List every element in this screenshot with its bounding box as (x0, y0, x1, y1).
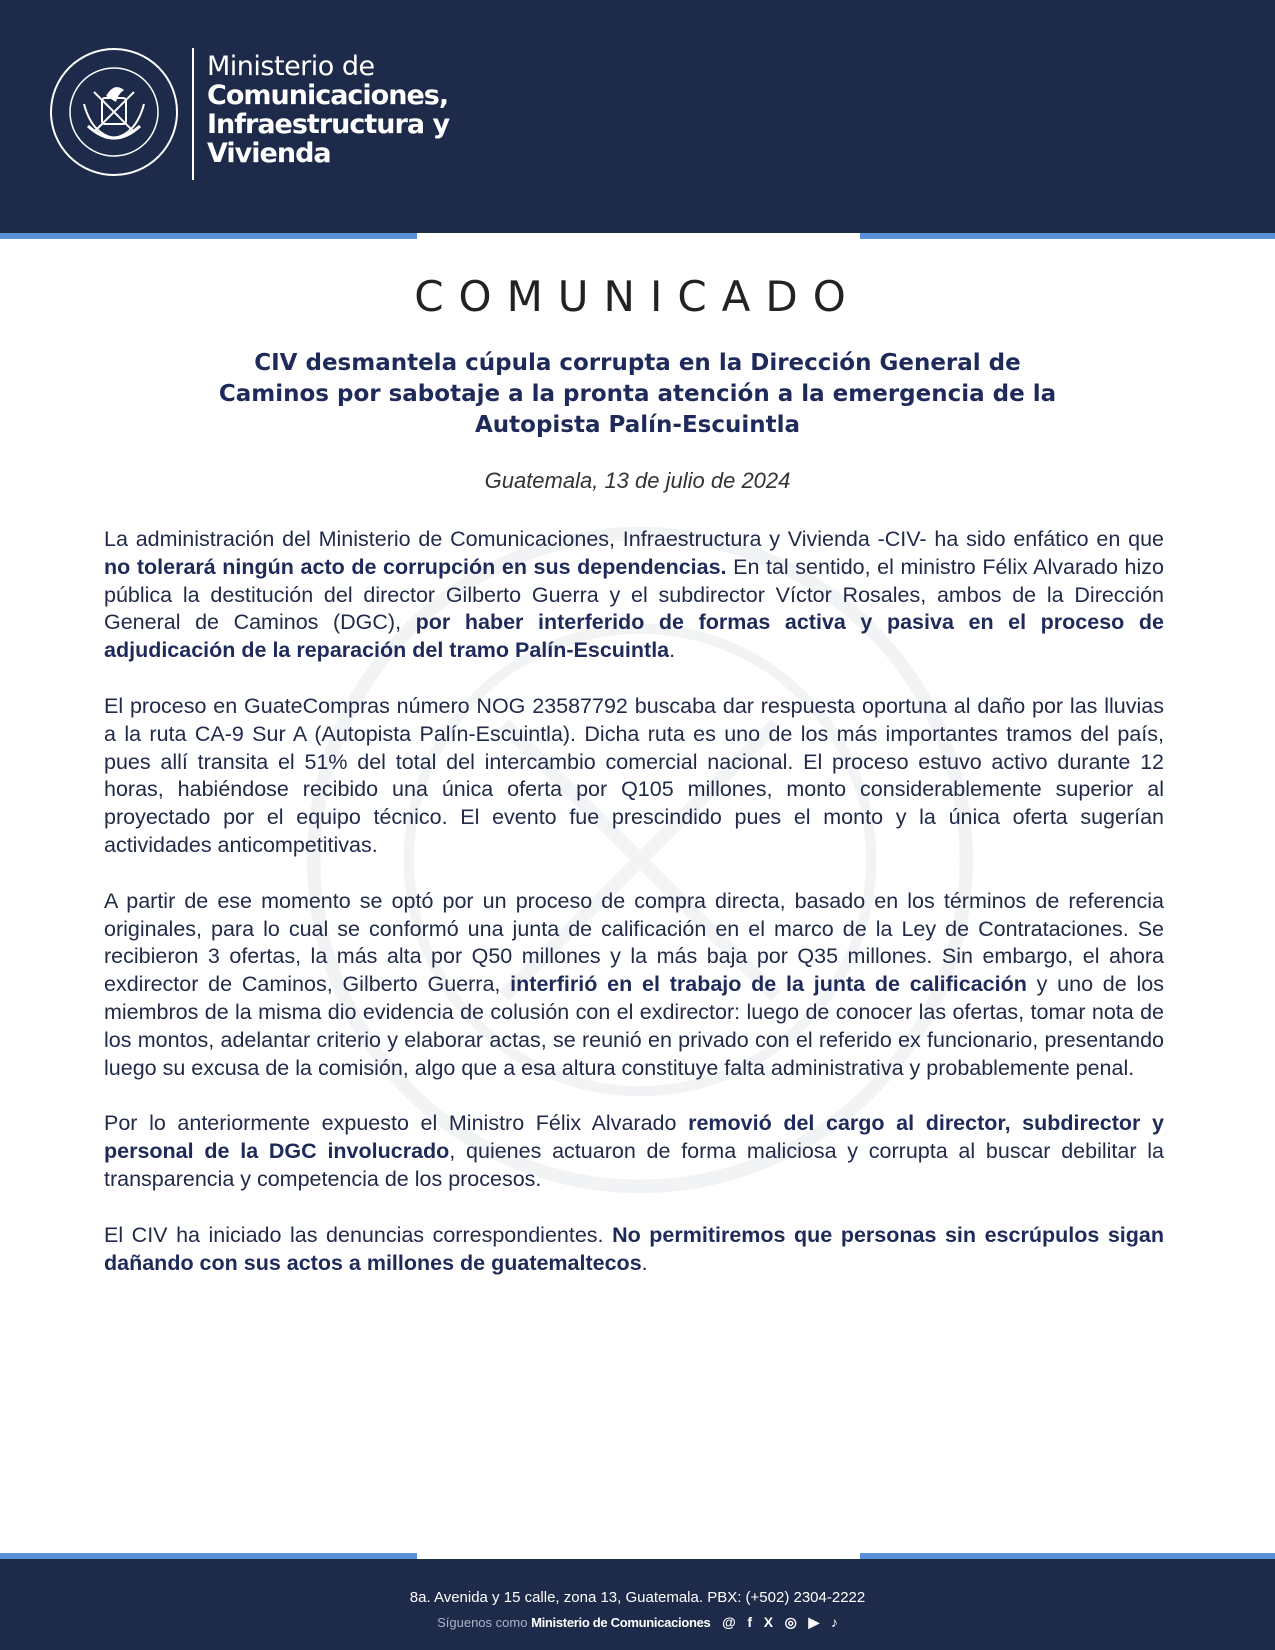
instagram-icon[interactable]: ◎ (784, 1614, 797, 1630)
bold-run: removió del cargo al director, subdirector y personal de la DGC involucrado (104, 1111, 1164, 1164)
dateline: Guatemala, 13 de julio de 2024 (484, 468, 791, 493)
guatemala-seal-icon (48, 46, 180, 178)
text-run: y uno de los miembros de la misma dio evidencia de colusión con el exdirector: luego de conocer las ofertas, tomar nota de los montos, adelantar criterio y elaborar actas, se reunió en privado con el referido ex funcionario, presentando luego su excusa de la comisión, algo que a esa altura constituye falta administrativa y probablemente penal. (104, 972, 1164, 1080)
follow-lead: Síguenos como (437, 1615, 528, 1630)
footer-follow (0, 1614, 1275, 1631)
bold-run: no tolerará ningún acto de corrupción en sus dependencias. (104, 554, 727, 579)
paragraph-5 (104, 1222, 1164, 1278)
bold-run: interfirió en el trabajo de la junta de calificación (510, 972, 1027, 997)
text-run: . (669, 638, 676, 663)
follow-brand: Ministerio de Comunicaciones (531, 1615, 711, 1630)
text-run: La administración del Ministerio de Comunicaciones, Infraestructura y Vivienda -CIV- ha sido enfático en que (104, 527, 1164, 551)
paragraph-2: El proceso en GuateCompras número NOG 23587792 buscaba dar respuesta oportuna al daño por las lluvias a la ruta CA-9 Sur A (Autopista Palín-Escuintla). Dicha ruta es uno de los más importantes tramos del país, pues allí transita el 51% del total del intercambio comercial nacional. El proceso estuvo activo durante 12 horas, habiéndose recibido una única oferta por Q105 millones, monto considerablemente superior al proyectado por el equipo técnico. El evento fue prescindido pues el monto y la única oferta sugerían actividades anticompetitivas. (104, 693, 1164, 857)
headline (120, 348, 1155, 441)
text-run: A partir de ese momento se optó por un proceso de compra directa, basado en los términos de referencia originales, para lo cual se conformó una junta de calificación en el marco de la Ley de Contrataciones. Se recibieron 3 ofertas, la más alta por Q50 millones y la más baja por Q35 millones. Sin embargo, el ahora exdirector de Caminos, Gilberto Guerra, (104, 888, 1164, 997)
threads-icon[interactable]: @ (722, 1614, 736, 1630)
header-banner (0, 0, 1275, 233)
text-run: En tal sentido, el ministro Félix Alvarado hizo pública la destitución del director Gilberto Guerra y el subdirector Víctor Rosales, ambos de la Dirección General de Caminos (DGC), (104, 554, 1164, 635)
paragraph-3 (104, 888, 1164, 1083)
headline-line: CIV desmantela cúpula corrupta en la Dirección General de (254, 350, 1021, 376)
body-text (104, 526, 1164, 1305)
header-accent-stripe (0, 233, 1275, 239)
text-run: , quienes actuaron de forma maliciosa y corrupta al buscar debilitar la transparencia y competencia de los procesos. (104, 1139, 1164, 1191)
text-run: El CIV ha iniciado las denuncias correspondientes. (104, 1222, 613, 1247)
headline-line: Caminos por sabotaje a la pronta atención a la emergencia de la (218, 381, 1057, 407)
tiktok-icon[interactable]: ♪ (830, 1614, 838, 1630)
ministry-line-2: Comunicaciones, (207, 80, 449, 111)
youtube-icon[interactable]: ▶ (808, 1614, 820, 1630)
headline-line: Autopista Palín-Escuintla (474, 412, 801, 438)
text-run: . (641, 1250, 648, 1275)
header-divider (192, 48, 194, 180)
x-icon[interactable]: X (763, 1614, 774, 1630)
paragraph-4 (104, 1110, 1164, 1193)
text-run: Por lo anteriormente expuesto el Ministro Félix Alvarado (104, 1111, 689, 1136)
bold-run: No permitiremos que personas sin escrúpulos sigan dañando con sus actos a millones de guatemaltecos (104, 1222, 1164, 1275)
bold-run: por haber interferido de formas activa y pasiva en el proceso de adjudicación de la reparación del tramo Palín-Escuintla (104, 610, 1164, 663)
ministry-line-4: Vivienda (207, 138, 331, 169)
document-title: COMUNICADO (414, 272, 861, 321)
paragraph-1 (104, 526, 1164, 665)
ministry-line-1: Ministerio de (207, 51, 375, 82)
ministry-name (207, 52, 449, 168)
facebook-icon[interactable]: f (747, 1614, 753, 1630)
ministry-line-3: Infraestructura y (207, 109, 450, 140)
footer-address: 8a. Avenida y 15 calle, zona 13, Guatemala. PBX: (+502) 2304-2222 (409, 1589, 866, 1606)
